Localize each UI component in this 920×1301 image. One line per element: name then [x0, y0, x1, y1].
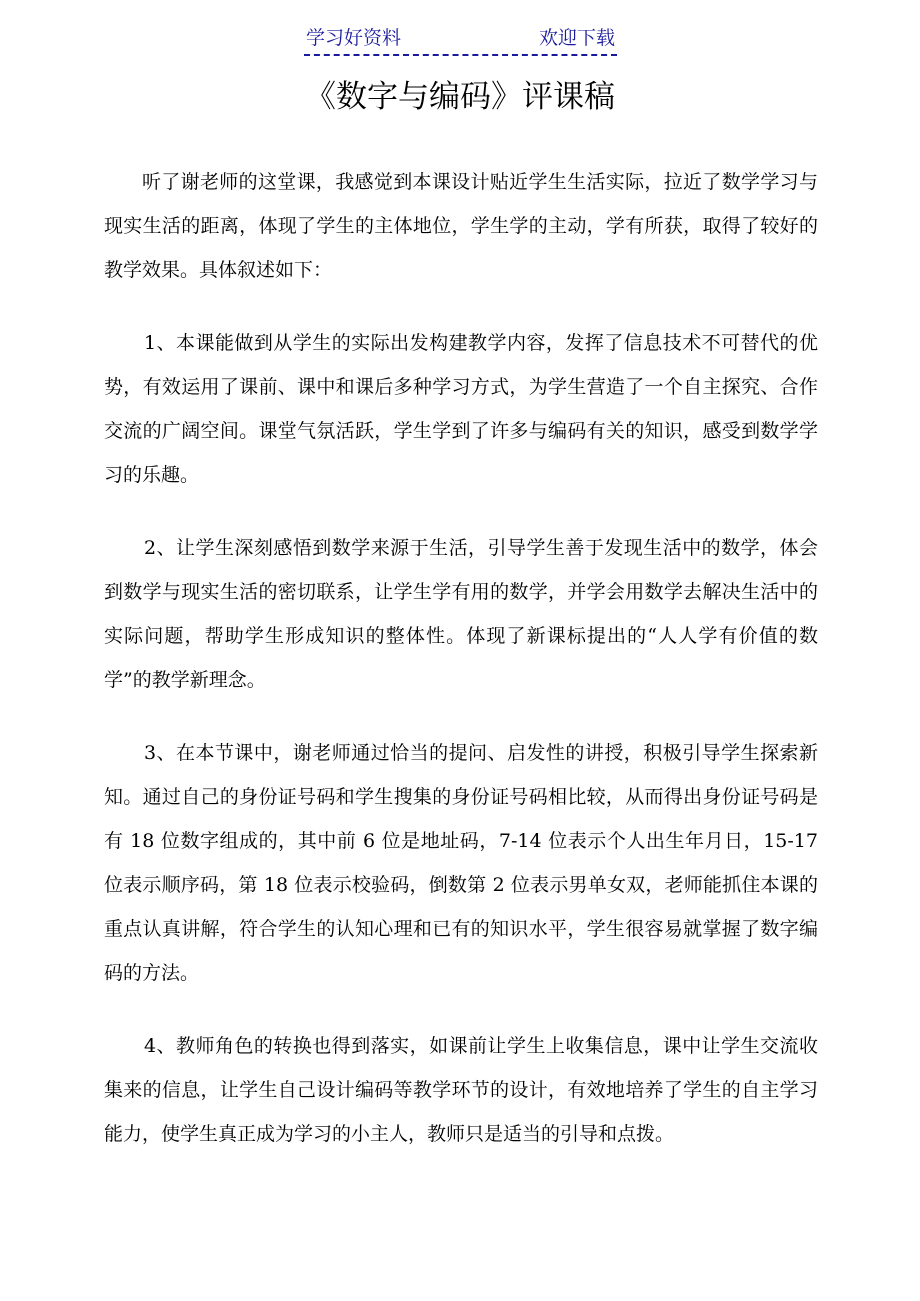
intro-paragraph: 听了谢老师的这堂课，我感觉到本课设计贴近学生生活实际，拉近了数学学习与现实生活的距离，体现了学生的主体地位，学生学的主动，学有所获，取得了较好的教学效果。具体叙述如下：: [104, 171, 818, 281]
header-right-text: 欢迎下载: [538, 27, 615, 49]
point-4-paragraph: 4、教师角色的转换也得到落实，如课前让学生上收集信息，课中让学生交流收集来的信息，让学生自己设计编码等教学环节的设计，有效地培养了学生的自主学习能力，使学生真正成为学习的小主人，教师只是适当的引导和点拨。: [104, 1035, 818, 1145]
document-title: 《数字与编码》评课稿: [305, 79, 615, 115]
document-body: [104, 160, 818, 1185]
page-header: [304, 22, 617, 56]
point-1-paragraph: 1、本课能做到从学生的实际出发构建教学内容，发挥了信息技术不可替代的优势，有效运用了课前、课中和课后多种学习方式，为学生营造了一个自主探究、合作交流的广阔空间。课堂气氛活跃，学生学到了许多与编码有关的知识，感受到数学学习的乐趣。: [104, 332, 818, 486]
point-2-paragraph: 2、让学生深刻感悟到数学来源于生活，引导学生善于发现生活中的数学，体会到数学与现实生活的密切联系，让学生学有用的数学，并学会用数学去解决生活中的实际问题，帮助学生形成知识的整体性。体现了新课标提出的“人人学有价值的数学”的教学新理念。: [104, 537, 818, 691]
header-left-text: 学习好资料: [306, 27, 402, 49]
point-3-paragraph: 3、在本节课中，谢老师通过恰当的提问、启发性的讲授，积极引导学生探索新知。通过自己的身份证号码和学生搜集的身份证号码相比较，从而得出身份证号码是有 18 位数字组成的，其中前 6 位是地址码，7-14 位表示个人出生年月日，15-17 位表示顺序码，第 18 位表示校验码，倒数第 2 位表示男单女双，老师能抓住本课的重点认真讲解，符合学生的认知心理和已有的知识水平，学生很容易就掌握了数字编码的方法。: [104, 742, 818, 984]
